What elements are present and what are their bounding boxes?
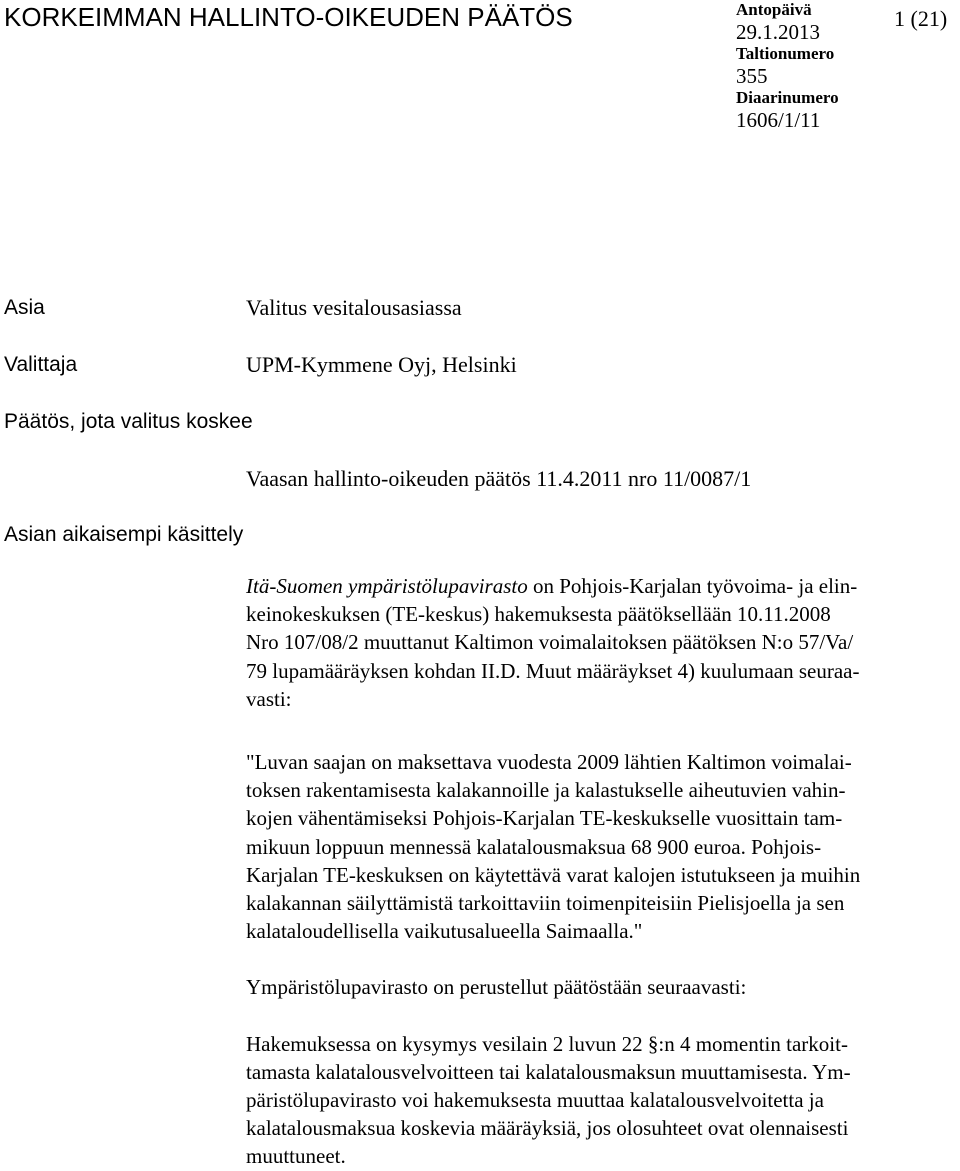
- appealed-decision-value: Vaasan hallinto-oikeuden päätös 11.4.2011 nro 11/0087/1: [246, 466, 752, 491]
- paragraph-quoted-provision: [246, 748, 960, 945]
- diary-number-value: 1606/1/11: [736, 108, 821, 132]
- date-label: Antopäivä: [736, 0, 812, 19]
- date-value: 29.1.2013: [736, 20, 820, 44]
- text-line: kojen vähentämiseksi Pohjois-Karjalan TE-keskukselle vuosittain tam-: [246, 806, 843, 831]
- authority-name: Itä-Suomen ympäristölupavirasto: [246, 574, 528, 598]
- document-title: KORKEIMMAN HALLINTO-OIKEUDEN PÄÄTÖS: [4, 2, 573, 32]
- appellant-label: Valittaja: [4, 353, 78, 376]
- text-line: Ympäristölupavirasto on perustellut päätöstään seuraavasti:: [246, 975, 747, 1000]
- previous-handling-label: Asian aikaisempi käsittely: [4, 523, 244, 546]
- subject-value: Valitus vesitalousasiassa: [246, 295, 462, 320]
- text-line: Hakemuksessa on kysymys vesilain 2 luvun 22 §:n 4 momentin tarkoit-: [246, 1031, 848, 1056]
- text-fragment: on Pohjois-Karjalan työvoima- ja elin-: [527, 574, 858, 598]
- text-line: kalakannan säilyttämistä tarkoittaviin toimenpiteisiin Pielisjoella ja sen: [246, 891, 845, 916]
- text-line: toksen rakentamisesta kalakannoille ja kalastukselle aiheutuvien vahin-: [246, 778, 846, 803]
- record-number-value: 355: [736, 64, 768, 88]
- diary-number-label: Diaarinumero: [736, 88, 839, 107]
- text-line: Nro 107/08/2 muuttanut Kaltimon voimalaitoksen päätöksen N:o 57/Va/: [246, 630, 854, 655]
- text-line: vasti:: [246, 686, 292, 711]
- appellant-value: UPM-Kymmene Oyj, Helsinki: [246, 352, 517, 377]
- paragraph-previous-decision: [246, 572, 960, 713]
- page-number: 1 (21): [894, 6, 948, 31]
- text-line: kalataloudellisella vaikutusalueella Saimaalla.": [246, 919, 643, 944]
- text-line: "Luvan saajan on maksettava vuodesta 2009 lähtien Kaltimon voimalai-: [246, 750, 852, 775]
- subject-label: Asia: [4, 296, 45, 319]
- paragraph-reasoning-intro: [246, 973, 960, 1001]
- text-line: kalatalousmaksua koskevia määräyksiä, jos olosuhteet ovat olennaisesti: [246, 1116, 849, 1141]
- text-line: muuttuneet.: [246, 1144, 346, 1169]
- decision-metadata: [736, 0, 866, 132]
- text-line: tamasta kalatalousvelvoitteen tai kalatalousmaksun muuttamisesta. Ym-: [246, 1059, 851, 1084]
- text-line: mikuun loppuun mennessä kalatalousmaksua 68 900 euroa. Pohjois-: [246, 834, 822, 859]
- paragraph-reasoning: [246, 1030, 960, 1171]
- decision-body: [246, 572, 960, 1171]
- record-number-label: Taltionumero: [736, 44, 835, 63]
- text-line: Karjalan TE-keskuksen on käytettävä varat kalojen istutukseen ja muihin: [246, 862, 861, 887]
- text-line: 79 lupamääräyksen kohdan II.D. Muut määräykset 4) kuulumaan seuraa-: [246, 658, 860, 683]
- text-line: keinokeskuksen (TE-keskus) hakemuksesta päätöksellään 10.11.2008: [246, 602, 831, 627]
- text-line: päristölupavirasto voi hakemuksesta muuttaa kalatalousvelvoitetta ja: [246, 1088, 824, 1113]
- text-line: [246, 572, 960, 600]
- appealed-decision-label: Päätös, jota valitus koskee: [4, 410, 253, 433]
